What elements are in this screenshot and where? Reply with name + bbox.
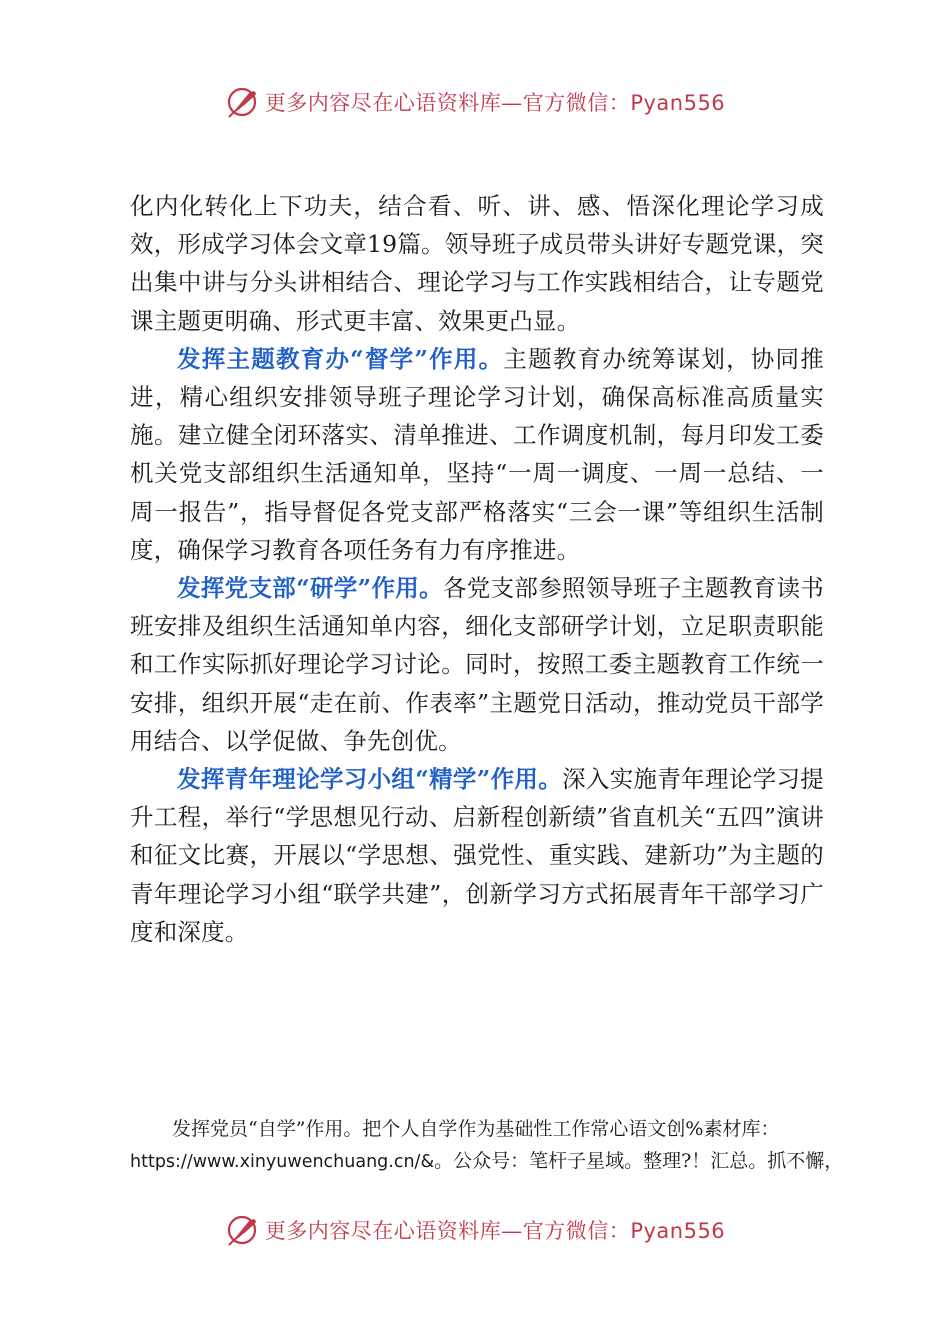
quill-logo-icon bbox=[225, 85, 259, 119]
document-body bbox=[130, 187, 824, 951]
paragraph-5 bbox=[130, 1113, 844, 1178]
paragraph-3 bbox=[130, 569, 824, 760]
footer-banner bbox=[0, 1210, 950, 1250]
paragraph-2-body: 主题教育办统筹谋划，协同推进，精心组织安排领导班子理论学习计划，确保高标准高质量实施。建立健全闭环落实、清单推进、工作调度机制，每月印发工委机关党支部组织生活通知单，坚持“一周一调度、一周一总结、一周一报告”，指导督促各党支部严格落实“三会一课”等组织生活制度，确保学习教育各项任务有力有序推进。 bbox=[130, 344, 824, 564]
paragraph-2-heading: 发挥主题教育办“督学”作用。 bbox=[177, 344, 504, 373]
quill-logo-icon bbox=[225, 1213, 259, 1247]
paragraph-4 bbox=[130, 760, 824, 951]
paragraph-3-body: 各党支部参照领导班子主题教育读书班安排及组织生活通知单内容，细化支部研学计划，立足职责职能和工作实际抓好理论学习讨论。同时，按照工委主题教育工作统一安排，组织开展“走在前、作表率”主题党日活动，推动党员干部学用结合、以学促做、争先创优。 bbox=[130, 574, 825, 755]
paragraph-3-heading: 发挥党支部“研学”作用。 bbox=[177, 574, 443, 603]
paragraph-4-body: 深入实施青年理论学习提升工程，举行“学思想见行动、启新程创新绩”省直机关“五四”演讲和征文比赛，开展以“学思想、强党性、重实践、建新功”为主题的青年理论学习小组“联学共建”，创新学习方式拓展青年干部学习广度和深度。 bbox=[130, 765, 825, 946]
header-banner bbox=[0, 82, 950, 122]
paragraph-1: 化内化转化上下功夫，结合看、听、讲、感、悟深化理论学习成效，形成学习体会文章19篇。领导班子成员带头讲好专题党课，突出集中讲与分头讲相结合、理论学习与工作实践相结合，让专题党课主题更明确、形式更丰富、效果更凸显。 bbox=[130, 192, 824, 335]
header-wechat-id: Pyan556 bbox=[630, 91, 726, 115]
footer-wechat-id: Pyan556 bbox=[630, 1219, 726, 1243]
paragraph-5-line-1: 发挥党员“自学”作用。把个人自学作为基础性工作常心语文创%素材库： bbox=[172, 1118, 780, 1140]
paragraph-4-heading: 发挥青年理论学习小组“精学”作用。 bbox=[177, 765, 563, 794]
paragraph-5-rest: 。公众号：笔杆子星域。整理?！汇总。抓不懈， bbox=[434, 1150, 844, 1172]
paragraph-5-line-2 bbox=[130, 1145, 844, 1178]
header-banner-text: 更多内容尽在心语资料库—官方微信：Pyan556 bbox=[264, 91, 726, 115]
footer-banner-text: 更多内容尽在心语资料库—官方微信：Pyan556 bbox=[264, 1219, 726, 1243]
source-url: https://www.xinyuwenchuang.cn/& bbox=[130, 1152, 435, 1172]
paragraph-2 bbox=[130, 340, 824, 569]
